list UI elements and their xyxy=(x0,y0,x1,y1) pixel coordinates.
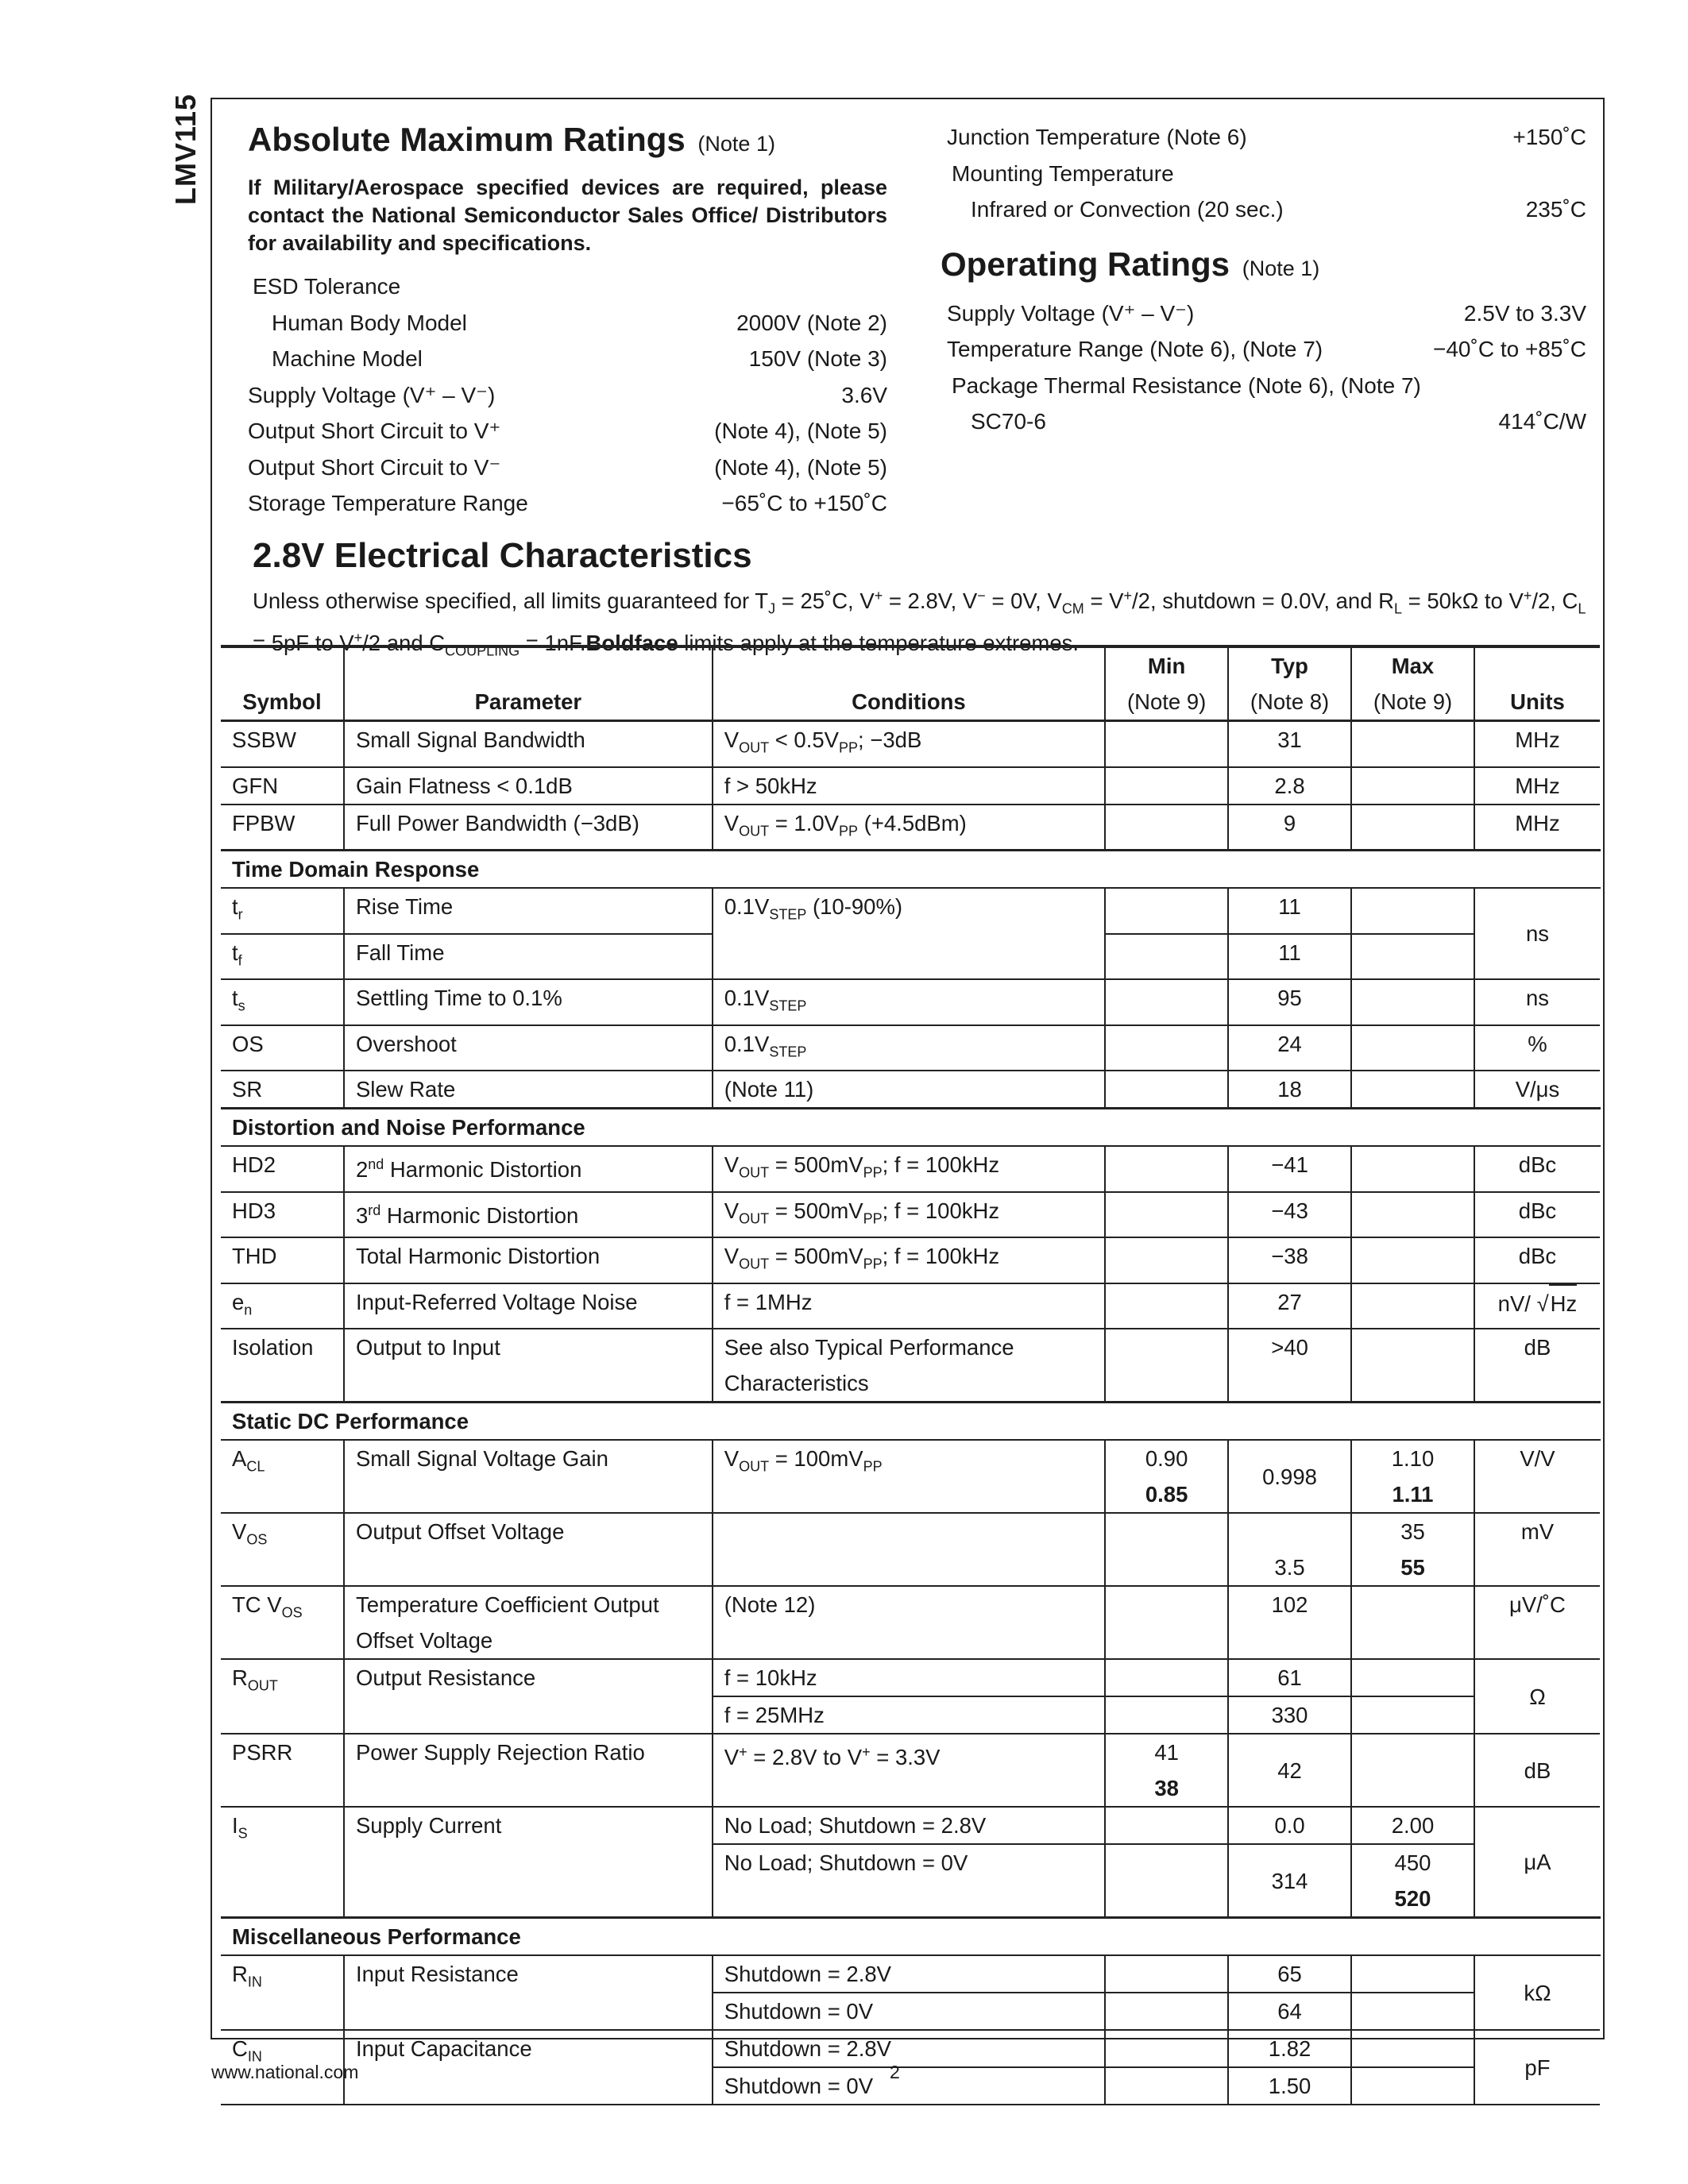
header-min: Min (Note 9) xyxy=(1105,646,1228,721)
osc-minus-row: Output Short Circuit to V⁻ (Note 4), (Note 5) xyxy=(248,454,887,480)
military-notice: If Military/Aerospace specified devices are required, please contact the National Semiconductor Sales Office/ Distributors for availability and specifications. xyxy=(248,176,887,255)
hbm-row: Human Body Model 2000V (Note 2) xyxy=(272,310,887,335)
table-row: $t_f$ Fall Time 11 xyxy=(221,934,1600,980)
abs-supply-row: Supply Voltage (V⁺ – V⁻) 3.6V xyxy=(248,382,887,407)
sqrt-icon: √ xyxy=(1536,1291,1549,1316)
mounting-row: Mounting Temperature xyxy=(952,160,1174,186)
table-row: $t_s$ Settling Time to 0.1% $0.1V_{STEP}$ 95 ns xyxy=(221,979,1600,1025)
electrical-conditions-text: Unless otherwise specified, all limits guaranteed for $T_J$ = 25˚C, V+ = 2.8V, V− = 0V, $V_{CM} = V^+/2$, shutdown = 0.0V, and $R_L = 50k\Omega$ to V+/2, $C_L = 5pF$ to V+/2 and $C_{COUPLING}$ = 1nF.Boldface limits apply at the temperature extremes. xyxy=(253,588,1586,659)
header-parameter: Parameter xyxy=(344,646,713,721)
section-row-misc: Miscellaneous Performance xyxy=(221,1918,1600,1956)
electrical-characteristics-title: 2.8V Electrical Characteristics xyxy=(253,536,752,575)
table-row: f = 25MHz 330 xyxy=(221,1696,1600,1734)
sc70-row: SC70-6 414˚C/W xyxy=(971,409,1586,434)
section-row-distortion: Distortion and Noise Performance xyxy=(221,1109,1600,1147)
ptr-row: Package Thermal Resistance (Note 6), (Note 7) xyxy=(952,372,1421,398)
abs-max-title: Absolute Maximum Ratings (Note 1) xyxy=(248,121,775,158)
table-row: No Load; Shutdown = 0V 314 450 520 xyxy=(221,1844,1600,1918)
table-row: Shutdown = 0V 64 xyxy=(221,1993,1600,2030)
table-row: $R_{OUT}$ Output Resistance f = 10kHz 61 Ω xyxy=(221,1659,1600,1696)
section-row-static-dc: Static DC Performance xyxy=(221,1403,1600,1441)
op-ratings-title: Operating Ratings (Note 1) xyxy=(941,245,1320,283)
table-row: SR Slew Rate (Note 11) 18 V/μs xyxy=(221,1071,1600,1109)
osc-plus-row: Output Short Circuit to V⁺ (Note 4), (Note 5) xyxy=(248,419,887,443)
table-row: OS Overshoot $0.1V_{STEP}$ 24 % xyxy=(221,1025,1600,1071)
storage-row: Storage Temperature Range −65˚C to +150˚C xyxy=(248,491,887,515)
header-conditions: Conditions xyxy=(713,646,1105,721)
table-row: Shutdown = 0V 1.50 xyxy=(221,2067,1600,2105)
junction-row: Junction Temperature (Note 6) +150˚C xyxy=(947,125,1586,149)
op-supply-row: Supply Voltage (V⁺ – V⁻) 2.5V to 3.3V xyxy=(947,300,1586,326)
table-row: SSBW Small Signal Bandwidth $V_{OUT} < 0.5V_{PP}$; −3dB 31 MHz xyxy=(221,721,1600,767)
table-row: $V_{OS}$ Output Offset Voltage 3.5 35 55 mV xyxy=(221,1513,1600,1586)
page-number: 2 xyxy=(890,2062,900,2082)
table-row: $I_S$ Supply Current No Load; Shutdown = 2.8V 0.0 2.00 μA xyxy=(221,1807,1600,1844)
table-row: FPBW Full Power Bandwidth (−3dB) $V_{OUT} = 1.0V_{PP}$ (+4.5dBm) 9 MHz xyxy=(221,805,1600,851)
right-column xyxy=(941,119,1586,440)
section-row-time-domain: Time Domain Response xyxy=(221,851,1600,889)
table-row: $R_{IN}$ Input Resistance Shutdown = 2.8V 65 kΩ xyxy=(221,1955,1600,1993)
header-typ: Typ (Note 8) xyxy=(1228,646,1351,721)
table-header-row xyxy=(221,646,1600,721)
op-temp-row: Temperature Range (Note 6), (Note 7) −40˚C to +85˚C xyxy=(947,337,1586,361)
side-part-label: LMV115 xyxy=(169,93,202,206)
table-row: TC $V_{OS}$ Temperature Coefficient Output Offset Voltage (Note 12) 102 μV/˚C xyxy=(221,1586,1600,1659)
table-row: GFN Gain Flatness < 0.1dB f > 50kHz 2.8 MHz xyxy=(221,767,1600,805)
table-row: THD Total Harmonic Distortion $V_{OUT} = 500mV_{PP}$; f = 100kHz −38 dBc xyxy=(221,1237,1600,1283)
table-row: $A_{CL}$ Small Signal Voltage Gain $V_{OUT} = 100mV_{PP}$ 0.90 0.85 0.998 1.10 1.11 V/V xyxy=(221,1440,1600,1513)
table-row: PSRR Power Supply Rejection Ratio V+ = 2.8V to V+ = 3.3V 41 38 42 dB xyxy=(221,1734,1600,1807)
esd-tolerance-row: ESD Tolerance xyxy=(253,274,401,299)
infrared-row: Infrared or Convection (20 sec.) 235˚C xyxy=(971,197,1586,222)
table-row: $C_{IN}$ Input Capacitance Shutdown = 2.8V 1.82 pF xyxy=(221,2030,1600,2067)
header-symbol: Symbol xyxy=(221,646,344,721)
mm-row: Machine Model 150V (Note 3) xyxy=(272,346,887,371)
table-row: $t_r$ Rise Time $0.1V_{STEP}$ (10-90%) 11 ns xyxy=(221,888,1600,934)
table-row: HD3 3rd Harmonic Distortion $V_{OUT} = 500mV_{PP}$; f = 100kHz −43 dBc xyxy=(221,1192,1600,1238)
header-max: Max (Note 9) xyxy=(1351,646,1474,721)
header-units: Units xyxy=(1474,646,1600,721)
table-row: Isolation Output to Input See also Typical Performance Characteristics >40 dB xyxy=(221,1329,1600,1403)
absolute-maximum-ratings-section xyxy=(248,119,887,522)
table-row: HD2 2nd Harmonic Distortion $V_{OUT} = 500mV_{PP}$; f = 100kHz −41 dBc xyxy=(221,1146,1600,1192)
table-row: $e_n$ Input-Referred Voltage Noise f = 1MHz 27 nV/ √Hz xyxy=(221,1283,1600,1329)
footer-url[interactable]: www.national.com xyxy=(211,2062,359,2082)
electrical-characteristics-table xyxy=(221,645,1601,2105)
